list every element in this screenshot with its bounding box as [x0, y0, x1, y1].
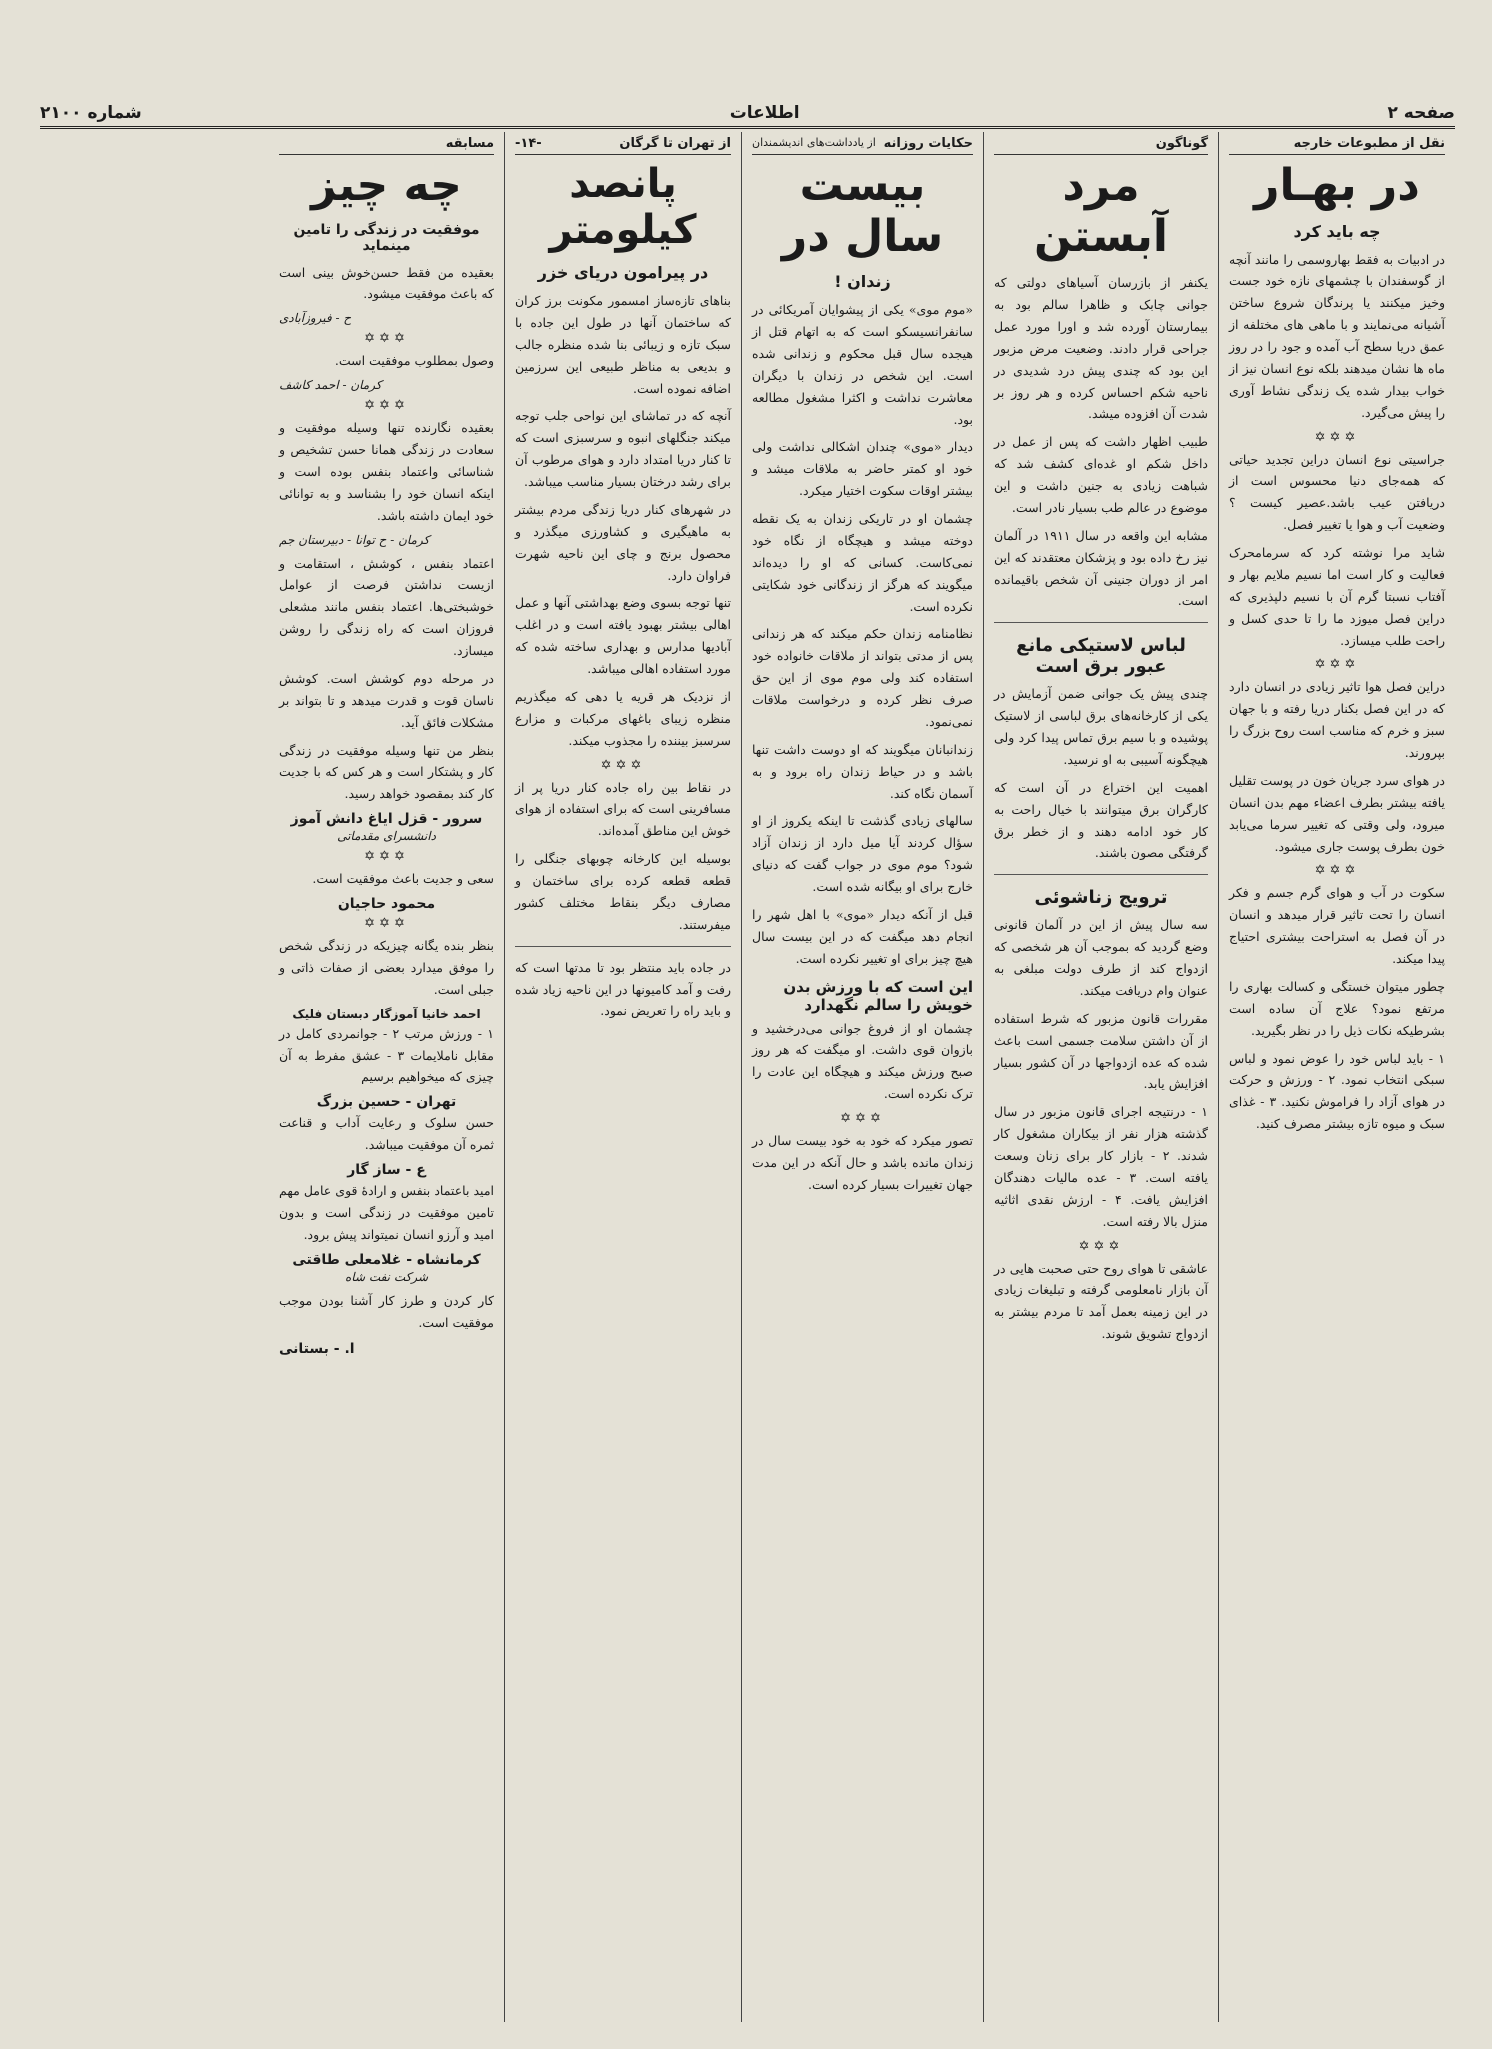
paragraph: سه سال پیش از این در آلمان قانونی وضع گردید که بموجب آن هر شخصی که ازدواج کند از طرف دولت مبلغی به عنوان وام دریافت میکند. — [994, 917, 1208, 998]
paragraph: جراسیتی نوع انسان دراین تجدید حیاتی که همه‌جای دنیا محسوس است از دریافتن عیب باشد.عصیر کیست ؟ وضعیت آب و هوا یا تغییر فصل. — [1229, 451, 1445, 533]
page-number: صفحه ۲ — [1387, 103, 1455, 123]
paragraph: از نزدیک هر قریه یا دهی که میگذریم منظره زیبای باغهای مرکبات و مزارع سرسبز بیننده را مجذوب میکند. — [515, 688, 731, 748]
paragraph: ۱ - درنتیجه اجرای قانون مزبور در سال گذشته هزار نفر از بیکاران مشغول کار شدند. ۲ - بازار کار برای زنان وسعت یافته است. ۳ - عده مالیات دهندگان افزایش یافت. ۴ - ارزش نقدی اثاثیه منزل بالا رفته است. — [994, 1104, 1208, 1229]
separator-stars: ✡✡✡ — [1314, 863, 1360, 879]
paragraph: چشمان او از فروغ جوانی می‌درخشید و بازوان قوی داشت. او میگفت که هر روز صبح ورزش میکند و هیچگاه این عادت را ترک نکرده است. — [752, 1020, 973, 1102]
paragraph: شاید مرا نوشته کرد که سرمامحرک فعالیت و کار است اما نسیم ملایم بهار و آفتاب نسبتا گرم آن با نسیم دلپذیری که دراین فصل میوزد ما را تا حدی کسل و راحت طلب میسازد. — [1229, 545, 1445, 648]
article-spring — [1218, 132, 1455, 2022]
contributor-name: احمد خانیا آموزگار دبستان فلیک — [292, 1006, 481, 1021]
paragraph: بناهای تازه‌ساز امسمور مکونت برز کران که ساختمان آنها در طول این جاده با سبک تازه و زیبائی بنا شده منظره جالب و بدیعی به مناظر طبیعی این سرزمین اضافه نموده است. — [515, 293, 731, 396]
paragraph: دراین فصل هوا تاثیر زیادی در انسان دارد که در این فصل بکنار دریا رفته و با جهان سبز و خرم که مناسب است روح بزرگ را بپرورند. — [1229, 679, 1445, 761]
paragraph: در هوای سرد جریان خون در پوست تقلیل یافته بیشتر بطرف اعضاء مهم بدن انسان میرود، ولی وقتی که تغییر سرما می‌یابد خون بطرف پوست جاری میشود. — [1229, 772, 1445, 854]
paragraph: ۱ - ورزش مرتب ۲ - جوانمردی کامل در مقابل ناملایمات ۳ - عشق مفرط به آن چیزی که میخواهیم برسیم — [279, 1025, 494, 1085]
separator-stars: ✡✡✡ — [364, 331, 409, 347]
subhead-caspian: در پیرامون دریای خزر — [537, 263, 709, 282]
contributor-name: کرمانشاه - غلامعلی طاقتی — [292, 1251, 481, 1268]
paragraph: زندانبانان میگویند که او دوست داشت تنها باشد و در حیاط زندان راه برود و به آسمان نگاه کند. — [752, 741, 973, 801]
byline: دانشسرای مقدماتی — [337, 829, 436, 844]
contributor-name: سرور - قزل ایاغ دانش آموز — [290, 811, 483, 828]
paragraph: حسن سلوک و رعایت آداب و قناعت ثمره آن موفقیت میباشد. — [279, 1115, 494, 1153]
issue-number: شماره ۲۱۰۰ — [40, 103, 142, 123]
subheadline-rubber-suit: لباس لاستیکی مانع عبور برق است — [1016, 635, 1186, 678]
section-tag: نقل از مطبوعات خارجه — [1229, 132, 1445, 155]
subheadline-marriage: ترویج زناشوئی — [1034, 887, 1168, 909]
paragraph: در ادبیات به فقط بهاروسمی را مانند آنچه از گوسفندان با چشمهای نازه خود جست وخیز میکنند یا پرندگان شروع ساختن آشیانه می‌نمایند و با ماهی های مختلفه از عمق دریا سطح آب آمده و جود را در روز ماه ها نشان میدهند بلکه نوع انسان نیز از خواب بیدار شده یک زندگی نشاط آوری را پیش می‌گیرد. — [1229, 251, 1445, 420]
byline: کرمان - ح توانا - دبیرستان جم — [279, 532, 430, 547]
paragraph: بنظر من تنها وسیله موفقیت در زندگی کار و پشتکار است و هر کس که با جدیت کار کند بمقصود خواهد رسید. — [279, 742, 494, 802]
divider — [994, 874, 1208, 875]
paragraph: آنچه که در تماشای این نواحی جلب توجه میکند جنگلهای انبوه و سرسبزی است که تا کنار دریا امتداد دارد و هوای مرطوب آن برای رشد درختان بسیار مناسب میباشد. — [515, 408, 731, 489]
byline: کرمان - احمد کاشف — [279, 378, 382, 393]
separator-stars: ✡✡✡ — [1078, 1238, 1124, 1254]
paragraph: چندی پیش یک جوانی ضمن آزمایش در یکی از کارخانه‌های برق لباسی از لاستیک پوشیده و با سیم برق تماس پیدا کرد ولی هیچگونه آسیبی به او نرسید. — [994, 686, 1208, 767]
headline-pregnant-man: مرد آبستن — [1034, 160, 1168, 262]
paragraph: وصول بمطلوب موفقیت است. — [334, 353, 494, 369]
byline: شرکت نفت شاه — [345, 1269, 428, 1284]
subheadline-exercise: این است که با ورزش بدن خویش را سالم نگهدارد — [783, 977, 973, 1014]
subhead-success: موفقیت در زندگی را تامین مینماید — [293, 221, 480, 254]
paragraph: نظامنامه زندان حکم میکند که هر زندانی پس از مدتی بتواند از ملاقات خانواده خود استفاده کند ولی موم موی از این حق صرف نظر کرده و درخواست ملاقات نمی‌نمود. — [752, 626, 973, 729]
paragraph: عاشقی تا هوای روح حتی صحبت هایی در آن بازار نامعلومی گرفته و تبلیغات زیادی در این زمینه بعمل آمد تا مردم بیشتر به ازدواج تشویق شوند. — [994, 1260, 1208, 1342]
paragraph: سالهای زیادی گذشت تا اینکه یکروز از او سؤال کردند آیا میل دارد از زندان آزاد شود؟ موم موی در جواب گفت که دنیای خارج برای او بیگانه شده است. — [752, 813, 973, 895]
section-tag: مسابقه — [279, 132, 494, 155]
paragraph: در نقاط بین راه جاده کنار دریا پر از مسافرینی است که برای استفاده از هوای خوش این مناطق آمده‌اند. — [515, 779, 731, 839]
contributor-name: تهران - حسین بزرگ — [316, 1094, 457, 1111]
article-pregnant-man — [983, 132, 1218, 2022]
headline-five-hundred-km: پانصد کیلومتر — [549, 161, 697, 253]
paragraph: در جاده باید منتظر بود تا مدتها است که رفت و آمد کامیونها در این ناحیه زیاد شده و باید راه را تعریض نمود. — [515, 959, 731, 1019]
separator-stars: ✡✡✡ — [840, 1111, 885, 1127]
separator-stars: ✡✡✡ — [364, 398, 409, 414]
separator-stars: ✡✡✡ — [600, 757, 646, 773]
paragraph: بنظر بنده یگانه چیزیکه در زندگی شخص را موفق میدارد بعضی از صفات ذاتی و جبلی است. — [279, 938, 494, 997]
paragraph: ۱ - باید لباس خود را عوض نمود و لباس سبکی انتخاب نمود. ۲ - ورزش و حرکت در هوای آزاد را فراموش نکنید. ۳ - غذای سبک و میوه تازه بیشتر مصرف کنید. — [1229, 1050, 1446, 1132]
newspaper-columns — [40, 132, 1455, 2022]
paragraph: در مرحله دوم کوشش است. کوشش ناسان قوت و قدرت میدهد و تا بتواند بر مشکلات فائق آید. — [279, 670, 494, 730]
article-five-hundred-km — [504, 132, 741, 2022]
contributor-name: ع - ساز گار — [347, 1162, 426, 1179]
paragraph: امید باعتماد بنفس و ارادهٔ قوی عامل مهم تامین موفقیت در زندگی است و بدون امید و آرزو انسان نمیتواند پیش برود. — [279, 1183, 494, 1242]
paragraph: چشمان او در تاریکی زندان به یک نقطه دوخته میشد و هیچگاه از نگاه خود نمی‌کاست. کسانی که او را دیده‌اند میگویند که هرگز از زندگانی خود شکایتی نکرده است. — [752, 511, 973, 614]
paragraph: تنها توجه بسوی وضع بهداشتی آنها و عمل اهالی بیشتر بهبود یافته است و در اغلب آبادیها مدارس و بهداری ساخته شده که مورد استفاده اهالی میباشد. — [515, 595, 731, 676]
divider — [994, 622, 1208, 623]
masthead — [40, 100, 1455, 129]
paragraph: بعقیده من فقط حسن‌خوش بینی است که باعث موفقیت میشود. — [279, 264, 494, 302]
paragraph: «موم موی» یکی از پیشوایان آمریکائی در سانفرانسیسکو است که به اتهام قتل از هیجده سال قبل محکوم و زندانی شده است. این شخص در زندان با دیگران معاشرت نداشت و اکثرا مشغول مطالعه بود. — [752, 302, 973, 427]
section-tag: گوناگون — [994, 132, 1208, 155]
separator-stars: ✡✡✡ — [1314, 657, 1360, 673]
paragraph: دیدار «موی» چندان اشکالی نداشت ولی خود او کمتر حاضر به ملاقات میشد و بیشتر اوقات سکوت اختیار میکرد. — [752, 439, 973, 499]
separator-stars: ✡✡✡ — [1314, 429, 1360, 445]
paragraph: در شهرهای کنار دریا زندگی مردم بیشتر به ماهیگیری و کشاورزی میگذرد و محصول برنج و چای این ناحیه شهرت فراوان دارد. — [515, 501, 731, 583]
paragraph: اعتماد بنفس ، کوشش ، استقامت و ازیست نداشتن فرصت از عوامل خوشبختی‌ها. اعتماد بنفس مانند مشعلی فروزان است که راه زندگی را روشن میسازد. — [279, 555, 494, 659]
paragraph: چطور میتوان خستگی و کسالت بهاری را مرتفع نمود؟ علاج آن ساده است بشرطیکه نکات ذیل را در نظر بگیرید. — [1229, 978, 1445, 1038]
paragraph: قبل از آنکه دیدار «موی» با اهل شهر را انجام دهد میگفت که در این بیست سال هیچ چیز برای او تغییر نکرده است. — [752, 906, 973, 966]
paragraph: سعی و جدیت باعث موفقیت است. — [312, 871, 494, 887]
headline-spring: در بهـار — [1254, 160, 1420, 211]
paragraph: یکنفر از بازرسان آسیاهای دولتی که جوانی چابک و ظاهرا سالم بود به بیمارستان آورده شد و اورا مورد عمل جراحی قرار دادند. وضعیت مرض مزبور این بود که چندی پیش درد شدیدی در ناحیه شکم احساس کرده و هر روز بر شدت آن افزوده میشد. — [994, 275, 1208, 422]
paper-name: اطلاعات — [729, 103, 800, 123]
paragraph: سکوت در آب و هوای گرم جسم و فکر انسان را تحت تاثیر قرار میدهد و انسان در آن فصل به استراحت بیشتری احتیاج پیدا میکند. — [1229, 885, 1445, 967]
separator-stars: ✡✡✡ — [364, 849, 409, 865]
subhead-spring: چه باید کرد — [1293, 221, 1381, 241]
article-what-thing — [269, 132, 504, 2022]
paragraph: کار کردن و طرز کار آشنا بودن موجب موفقیت است. — [279, 1292, 494, 1330]
headline-what-thing: چه چیز — [311, 160, 462, 211]
paragraph: اهمیت این اختراع در آن است که کارگران برق میتوانند با خیال راحت به کار خود ادامه دهند و از خطر برق گرفتگی مصون باشند. — [994, 779, 1208, 861]
separator-stars: ✡✡✡ — [364, 916, 409, 932]
contributor-name: محمود حاجیان — [337, 896, 436, 913]
section-tag: از تهران تا گرگان -۱۴- — [515, 132, 731, 155]
article-twenty-years — [741, 132, 983, 2022]
section-tag: حکایات روزانه از یادداشت‌های اندیشمندان — [752, 132, 973, 155]
paragraph: تصور میکرد که خود به خود بیست سال در زندان مانده باشد و حال آنکه در این مدت جهان تغییرات بسیار کرده است. — [752, 1133, 973, 1192]
divider — [515, 946, 731, 947]
signature: ا. - بستانی — [279, 1341, 355, 1358]
paragraph: بعقیده نگارنده تنها وسیله موفقیت و سعادت در زندگی همانا حسن تشخیص و شناسائی واعتماد بنفس بوده است و اینکه انسان خود را بشناسد و به توانائی خود ایمان داشته باشد. — [279, 420, 494, 523]
paragraph: طبیب اظهار داشت که پس از عمل در داخل شکم او غده‌ای کشف شد که شباهت زیادی به جنین داشت و این موضوع در عالم طب بسیار نادر است. — [994, 434, 1208, 515]
headline-twenty-years: بیست سال در — [781, 160, 944, 262]
byline: ح - فیروزآبادی — [279, 311, 352, 326]
paragraph: مشابه این واقعه در سال ۱۹۱۱ در آلمان نیز رخ داده بود و پزشکان معتقدند که این امر از دوران جنینی آن شخص باقیمانده است. — [994, 527, 1208, 609]
paragraph: بوسیله این کارخانه چوبهای جنگلی را قطعه قطعه کرده برای ساختمان و مصارف دیگر بنقاط مختلف کشور میفرستند. — [515, 851, 731, 932]
paragraph: مقررات قانون مزبور که شرط استفاده از آن داشتن سلامت جسمی است باعث شده که عده ازدواجها در آن کشور بسیار افزایش یابد. — [994, 1010, 1208, 1092]
subhead-prison: زندان ! — [834, 272, 891, 292]
